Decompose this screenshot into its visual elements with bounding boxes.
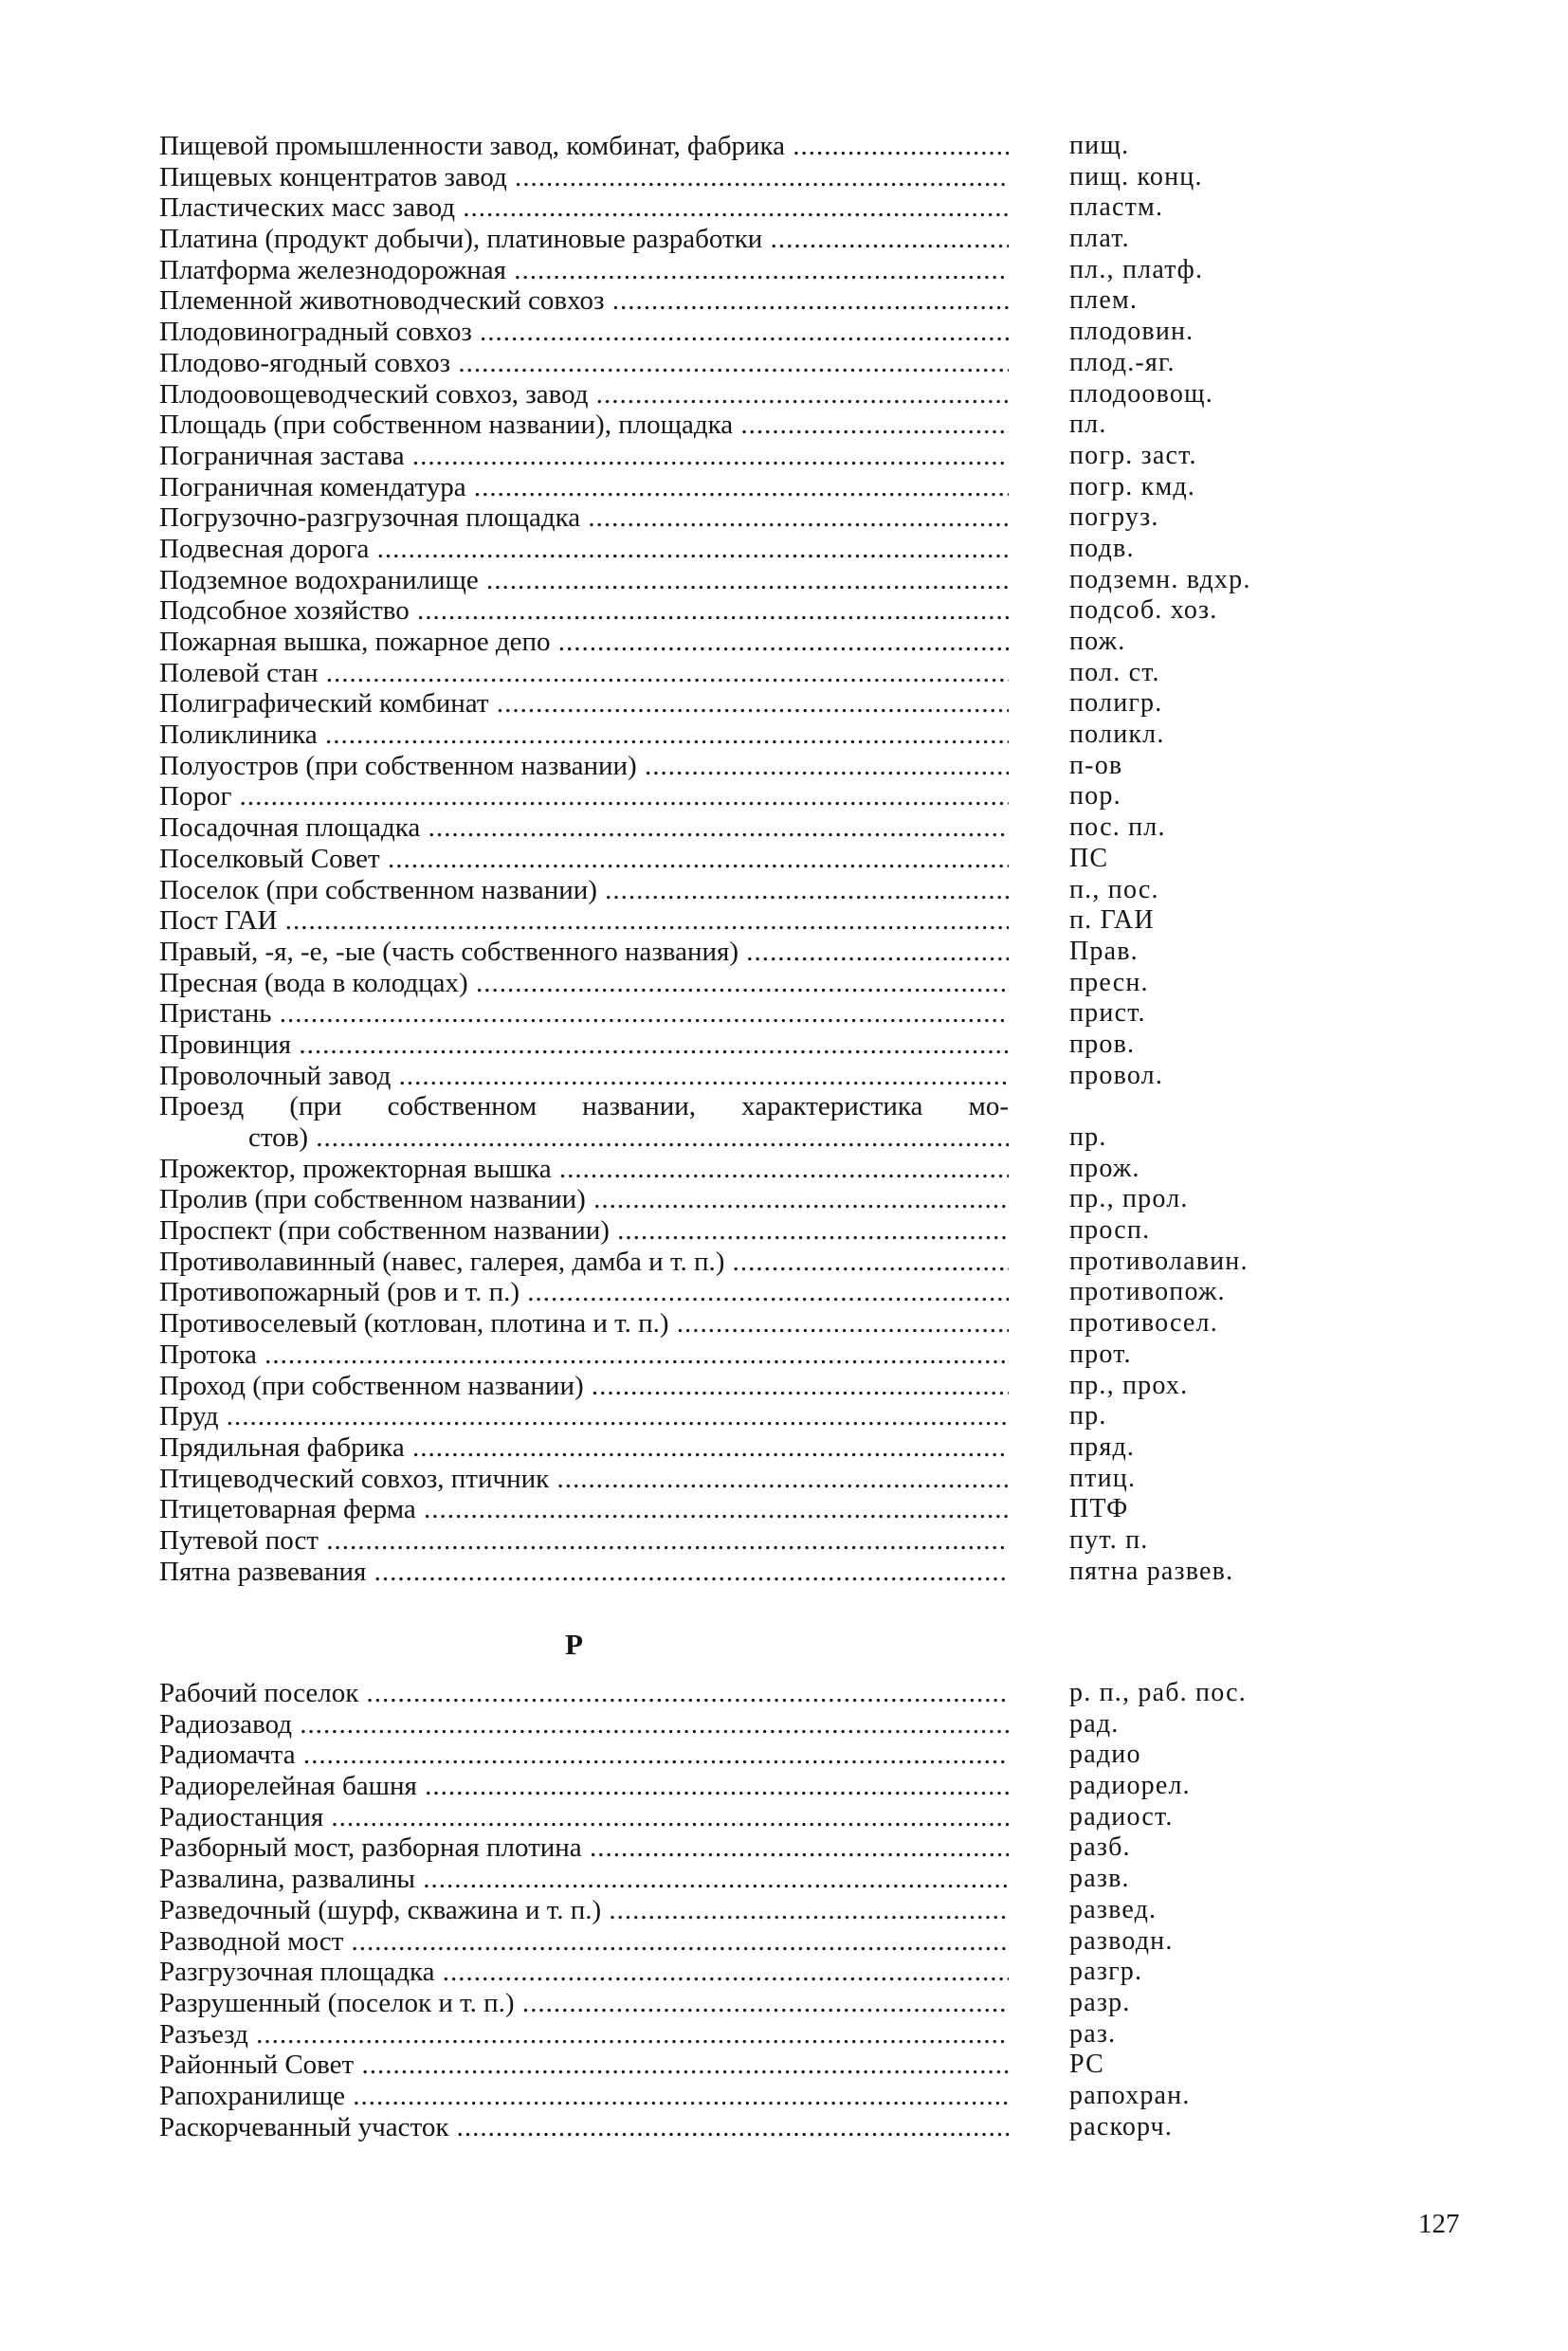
term: Развалина, развалины ..... [159,1864,1009,1895]
term: Разборный мост, разборная плотина ..... [159,1832,1009,1864]
list-item [159,1184,1297,1215]
list-item [159,2019,1297,2050]
abbreviation: пос. пл. [1069,812,1166,843]
abbreviation: противолавин. [1069,1246,1249,1276]
list-item [159,441,1297,472]
list-item [159,1154,1297,1185]
list-item [159,1895,1297,1926]
abbreviation: прож. [1069,1153,1140,1183]
abbreviation: погр. кмд. [1069,471,1196,501]
term: Разводной мост ..... [159,1926,1009,1958]
list-item [159,1525,1297,1557]
term: Подсобное хозяйство ..... [159,595,1009,627]
term: Полиграфический комбинат ..... [159,688,1009,720]
abbreviation: Прав. [1069,936,1139,966]
term: Прожектор, прожекторная вышка ..... [159,1154,1009,1185]
abbreviation: прот. [1069,1339,1132,1369]
abbreviation: подземн. вдхр. [1069,564,1251,594]
term: Посадочная площадка ..... [159,812,1009,844]
abbreviation: развед. [1069,1894,1158,1924]
abbreviation: просп. [1069,1215,1151,1246]
list-item [159,812,1297,844]
abbreviation: плат. [1069,224,1130,254]
list-item [159,1740,1297,1771]
term: Протока ..... [159,1340,1009,1371]
list-item [159,565,1297,596]
list-item [159,658,1297,689]
list-item [159,688,1297,720]
list-item [159,1802,1297,1833]
abbreviation: разводн. [1069,1925,1174,1956]
term: Разведочный (шурф, скважина и т. п.) ..... [159,1895,1009,1926]
term: Правый, -я, -е, -ые (часть собственного названия) ..... [159,937,1009,968]
term: Племенной животноводческий совхоз ..... [159,285,1009,317]
list-item [159,875,1297,906]
list-item [159,998,1297,1030]
abbreviation: провол. [1069,1060,1164,1090]
list-item [159,1401,1297,1432]
list-item [159,1557,1297,1588]
abbreviation: рад. [1069,1708,1120,1739]
abbreviation: радиост. [1069,1801,1174,1832]
term: Пост ГАИ ..... [159,905,1009,937]
list-item [159,1030,1297,1061]
term: Пресная (вода в колодцах) ..... [159,968,1009,999]
list-item [159,472,1297,503]
term: Птицетоварная ферма ..... [159,1494,1009,1525]
term: Пищевых концентратов завод ..... [159,162,1009,193]
abbreviation: п-ов [1069,750,1123,780]
abbreviation: пряд. [1069,1431,1136,1462]
term [159,1091,1009,1153]
list-item [159,1091,1297,1153]
list-item [159,905,1297,937]
abbreviation: плод.-яг. [1069,347,1176,377]
list-item [159,1771,1297,1802]
list-item [159,255,1297,286]
abbreviation: раз. [1069,2018,1117,2049]
list-item [159,1709,1297,1740]
term: Плодовиноградный совхоз ..... [159,317,1009,348]
list-item [159,1061,1297,1092]
abbreviation: разб. [1069,1832,1131,1863]
term: Провинция ..... [159,1030,1009,1061]
list-item [159,1957,1297,1988]
list-item [159,224,1297,255]
list-item [159,1926,1297,1958]
list-item [159,720,1297,751]
term: Радиорелейная башня ..... [159,1771,1009,1802]
list-item [159,162,1297,193]
list-item [159,1678,1297,1709]
term: Пограничная комендатура ..... [159,472,1009,503]
abbreviation: пл., платф. [1069,254,1204,284]
term: Поселковый Совет ..... [159,844,1009,875]
term: Полуостров (при собственном названии) ..... [159,751,1009,782]
term: Полевой стан ..... [159,658,1009,689]
term: Рапохранилище ..... [159,2081,1009,2112]
list-item [159,317,1297,348]
abbreviation: пр. [1069,1401,1107,1431]
abbreviation: поликл. [1069,720,1165,750]
term: Разгрузочная площадка ..... [159,1957,1009,1988]
term: Проспект (при собственном названии) ..... [159,1215,1009,1247]
list-item [159,1340,1297,1371]
abbreviation: подсоб. хоз. [1069,595,1218,626]
term: Прядильная фабрика ..... [159,1432,1009,1464]
abbreviation: пров. [1069,1029,1136,1059]
term: Пристань ..... [159,998,1009,1030]
term-line: Проезд (при собственном названии, характеристика мо- [159,1091,1009,1122]
term: Подвесная дорога ..... [159,534,1009,565]
list-item [159,348,1297,379]
term: Птицеводческий совхоз, птичник ..... [159,1464,1009,1495]
list-item [159,2112,1297,2143]
abbreviation: подв. [1069,533,1135,563]
list-item [159,844,1297,875]
entries-list-p [159,131,1297,1587]
term: Пожарная вышка, пожарное депо ..... [159,627,1009,658]
abbreviation: РС [1069,2050,1104,2080]
list-item [159,1494,1297,1525]
term: Пластических масс завод ..... [159,192,1009,224]
list-item [159,2050,1297,2081]
term: Разрушенный (поселок и т. п.) ..... [159,1988,1009,2019]
term: Радиозавод ..... [159,1709,1009,1740]
term: Платина (продукт добычи), платиновые разработки ..... [159,224,1009,255]
list-item [159,1464,1297,1495]
term: Противолавинный (навес, галерея, дамба и т. п.) ..... [159,1247,1009,1278]
abbreviation: рапохран. [1069,2080,1191,2110]
list-item [159,534,1297,565]
list-item [159,1277,1297,1308]
term: Плодово-ягодный совхоз ..... [159,348,1009,379]
abbreviation: разр. [1069,1987,1131,2017]
list-item [159,1247,1297,1278]
page-number: 127 [1418,2209,1460,2239]
abbreviation: пол. ст. [1069,657,1160,687]
term: Разъезд ..... [159,2019,1009,2050]
term: Проход (при собственном названии) ..... [159,1371,1009,1402]
abbreviation: пл. [1069,410,1107,440]
abbreviation: разв. [1069,1864,1130,1894]
abbreviation: пр., прох. [1069,1370,1189,1400]
term: Радиостанция ..... [159,1802,1009,1833]
list-item [159,781,1297,812]
list-item [159,192,1297,224]
term: Путевой пост ..... [159,1525,1009,1557]
list-item [159,131,1297,162]
term: Противопожарный (ров и т. п.) ..... [159,1277,1009,1308]
abbreviation: п., пос. [1069,874,1159,904]
abbreviation: прист. [1069,998,1146,1029]
term: Проволочный завод ..... [159,1061,1009,1092]
term: Пруд ..... [159,1401,1009,1432]
term: Раскорчеванный участок ..... [159,2112,1009,2143]
term: Пятна развевания ..... [159,1557,1009,1588]
list-item [159,502,1297,534]
abbreviation: ПС [1069,843,1109,873]
abbreviation: птиц. [1069,1463,1137,1493]
abbreviation: раскорч. [1069,2111,1174,2141]
term: Платформа железнодорожная ..... [159,255,1009,286]
abbreviation: противосел. [1069,1308,1218,1339]
list-item [159,1832,1297,1864]
abbreviation: пластм. [1069,192,1164,223]
term: Погрузочно-разгрузочная площадка ..... [159,502,1009,534]
abbreviation: пр., прол. [1069,1184,1189,1214]
term: Пищевой промышленности завод, комбинат, фабрика ..... [159,131,1009,162]
list-item [159,1988,1297,2019]
abbreviation: полигр. [1069,688,1163,719]
abbreviation: радиорел. [1069,1771,1191,1801]
term: Рабочий поселок ..... [159,1678,1009,1709]
list-item [159,410,1297,441]
abbreviation: пор. [1069,781,1121,811]
term: Площадь (при собственном названии), площадка ..... [159,410,1009,441]
abbreviation: погруз. [1069,502,1159,533]
list-item [159,595,1297,627]
term: Районный Совет ..... [159,2050,1009,2081]
list-item [159,2081,1297,2112]
list-item [159,751,1297,782]
term: Пограничная застава ..... [159,441,1009,472]
abbreviation: пр. [1069,1122,1107,1152]
term: Поселок (при собственном названии) ..... [159,875,1009,906]
abbreviation: п. ГАИ [1069,905,1155,936]
list-item [159,968,1297,999]
term: Плодоовощеводческий совхоз, завод ..... [159,379,1009,410]
abbreviation: разгр. [1069,1957,1143,1987]
abbreviation: радио [1069,1740,1141,1770]
term: Подземное водохранилище ..... [159,565,1009,596]
abbreviation: пресн. [1069,967,1149,997]
list-item [159,1308,1297,1340]
list-item [159,1432,1297,1464]
abbreviation: пищ. конц. [1069,161,1203,191]
abbreviation: плодоовощ. [1069,378,1213,409]
abbreviation: плем. [1069,285,1139,316]
entries-list-r [159,1678,1297,2142]
term: Пролив (при собственном названии) ..... [159,1184,1009,1215]
list-item [159,937,1297,968]
term: Порог ..... [159,781,1009,812]
list-item [159,627,1297,658]
list-item [159,1371,1297,1402]
section-heading: Р [565,1628,583,1661]
term: Противоселевый (котлован, плотина и т. п.) ..... [159,1308,1009,1340]
abbreviation: р. п., раб. пос. [1069,1678,1247,1707]
abbreviation: противопож. [1069,1277,1226,1307]
abbreviation: ПТФ [1069,1494,1129,1524]
abbreviation: плодовин. [1069,317,1194,347]
abbreviation: пищ. [1069,131,1130,160]
abbreviation: пятна развев. [1069,1556,1234,1586]
abbreviation: пож. [1069,627,1126,656]
term: Поликлиника ..... [159,720,1009,751]
abbreviation: пут. п. [1069,1524,1149,1555]
list-item [159,285,1297,317]
list-item [159,1864,1297,1895]
term: Радиомачта ..... [159,1740,1009,1771]
list-item [159,379,1297,410]
term-continuation: стов) ..... [159,1122,1009,1154]
abbreviation: погр. заст. [1069,440,1197,470]
list-item [159,1215,1297,1247]
